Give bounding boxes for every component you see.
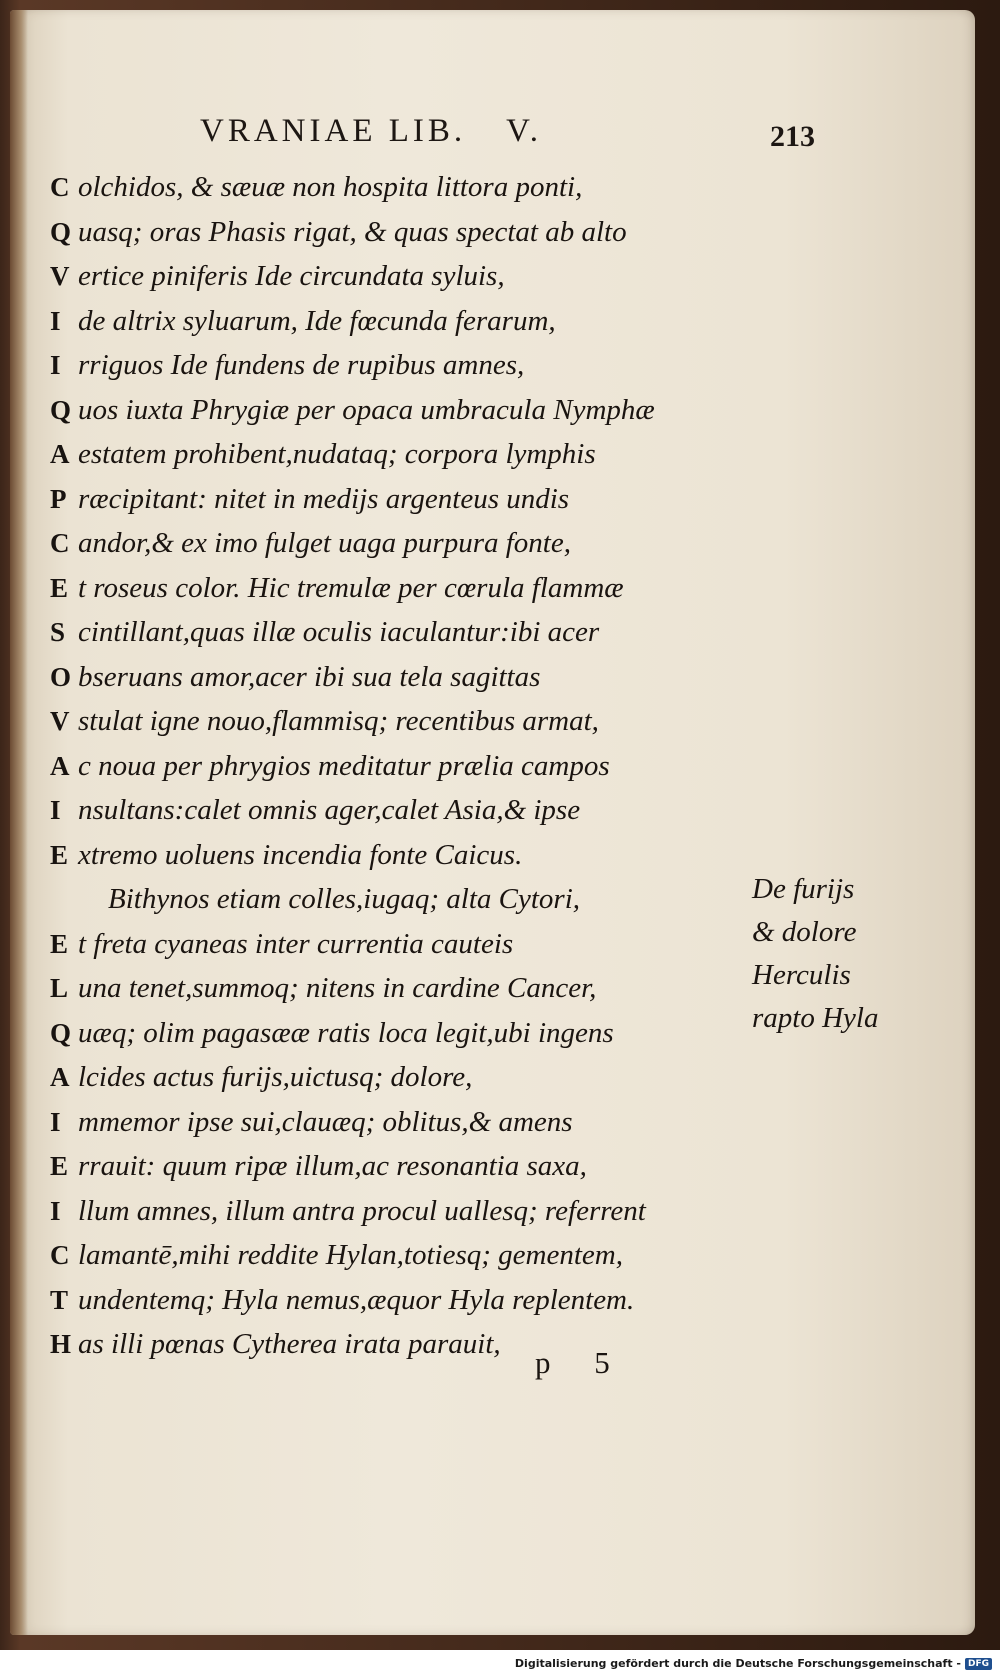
verse-text: andor,& ex imo fulget uaga purpura fonte, [78,527,571,559]
verse-text: olchidos, & sæuæ non hospita littora ponti, [78,171,583,203]
verse-initial: I [50,350,61,380]
verse-text: rrauit: quum ripæ illum,ac resonantia saxa, [78,1150,587,1182]
verse-initial: E [50,839,69,870]
book-number: V. [506,113,542,149]
verse-text: una tenet,summoq; nitens in cardine Cancer, [78,972,597,1004]
verse-line [50,566,750,611]
verse-text: t roseus color. Hic tremulæ per cœrula flammæ [78,571,624,604]
verse-line [50,1189,750,1234]
verse-initial: E [50,928,69,959]
verse-initial: Q [50,216,72,247]
verse-initial: C [50,1240,70,1270]
verse-initial: Q [50,394,72,425]
verse-initial: A [50,750,70,781]
verse-line [50,1011,750,1056]
verse-line [50,254,750,299]
verse-initial: I [50,795,61,825]
verse-text: mmemor ipse sui,clauæq; oblitus,& amens [78,1105,573,1138]
verse-text: cintillant,quas illæ oculis iaculantur:ibi acer [78,616,600,648]
digitization-credit [515,1657,992,1670]
verse-line [50,1278,750,1323]
verse-line [50,388,750,433]
verse-text: t freta cyaneas inter currentia cauteis [78,927,514,960]
verse-initial: I [50,1106,61,1137]
verse-line [50,655,750,700]
verse-text: uæq; olim pagasææ ratis loca legit,ubi ingens [78,1016,614,1049]
page-number: 213 [770,120,815,153]
verse-initial: O [50,661,72,692]
verse-text: xtremo uoluens incendia fonte Caicus. [78,838,523,871]
verse-line [50,343,750,388]
verse-initial: I [50,305,61,336]
verse-line [50,1233,750,1278]
verse-text: undentemq; Hyla nemus,æquor Hyla replentem. [78,1283,635,1316]
verse-text: de altrix syluarum, Ide fœcunda ferarum, [78,304,556,337]
running-head [200,113,650,150]
verse-line [50,922,750,967]
verse-line [50,1322,750,1367]
verse-initial: S [50,617,66,647]
verse-text: lcides actus furijs,uictusq; dolore, [78,1061,473,1093]
verse-text: uasq; oras Phasis rigat, & quas spectat ab alto [78,215,627,248]
verse-line [50,610,750,655]
verse-initial: T [50,1284,69,1315]
verse-text: lamantē,mihi reddite Hylan,totiesq; gementem, [78,1239,623,1271]
verse-initial: I [50,1195,61,1226]
verse-line [50,788,750,833]
verse-line [50,165,750,210]
verse-initial: V [50,261,70,291]
credit-text: Digitalisierung gefördert durch die Deutsche Forschungsgemeinschaft - [514,1657,961,1670]
verse-line [50,299,750,344]
verse-text: bseruans amor,acer ibi sua tela sagittas [78,660,541,693]
verse-initial: L [50,973,69,1003]
verse-line [50,432,750,477]
verse-text: uos iuxta Phrygiæ per opaca umbracula Nymphæ [78,393,655,426]
verse-text: ertice piniferis Ide circundata syluis, [78,260,505,292]
verse-text: as illi pœnas Cytherea irata parauit, [78,1328,501,1360]
verse-line [50,1144,750,1189]
verse-line [50,477,750,522]
verse-initial: Q [50,1017,72,1048]
signature-mark: p 5 [535,1345,628,1380]
verse-line [50,966,750,1011]
verse-line [50,877,750,922]
verse-initial: E [50,1151,69,1181]
verse-initial: E [50,572,69,603]
marginal-note-line: De furijs [752,873,855,905]
verse-initial: C [50,528,70,558]
marginal-note-line: rapto Hyla [752,1002,879,1034]
verse-text: c noua per phrygios meditatur prælia campos [78,749,610,782]
verse-text: stulat igne nouo,flammisq; recentibus armat, [78,705,599,737]
verse-line [50,1100,750,1145]
verse-initial: A [50,1062,70,1092]
marginal-note-line: & dolore [752,916,857,948]
dfg-logo: DFG [965,1658,992,1670]
marginal-note-line: Herculis [752,959,851,991]
verse-line [50,744,750,789]
verse-text: llum amnes, illum antra procul uallesq; referrent [78,1194,646,1227]
verse-initial: H [50,1329,72,1359]
verse-text: rriguos Ide fundens de rupibus amnes, [78,349,525,381]
verse-line [50,1055,750,1100]
verse-text: Bithynos etiam colles,iugaq; alta Cytori, [108,883,581,915]
verse-line [50,833,750,878]
running-head-title: VRANIAE LIB. [200,113,467,149]
verse-initial: V [50,706,70,736]
verse-text: nsultans:calet omnis ager,calet Asia,& ipse [78,794,581,826]
verse-initial: P [50,483,67,514]
verse-text: ræcipitant: nitet in medijs argenteus undis [78,482,570,515]
marginal-note [752,868,922,1040]
verse-block [50,165,750,1367]
verse-initial: C [50,172,70,202]
verse-line [50,210,750,255]
verse-text: estatem prohibent,nudataq; corpora lymphis [78,438,596,470]
verse-line [50,521,750,566]
page-gutter-edge [10,10,28,1635]
verse-initial: A [50,439,70,469]
verse-line [50,699,750,744]
